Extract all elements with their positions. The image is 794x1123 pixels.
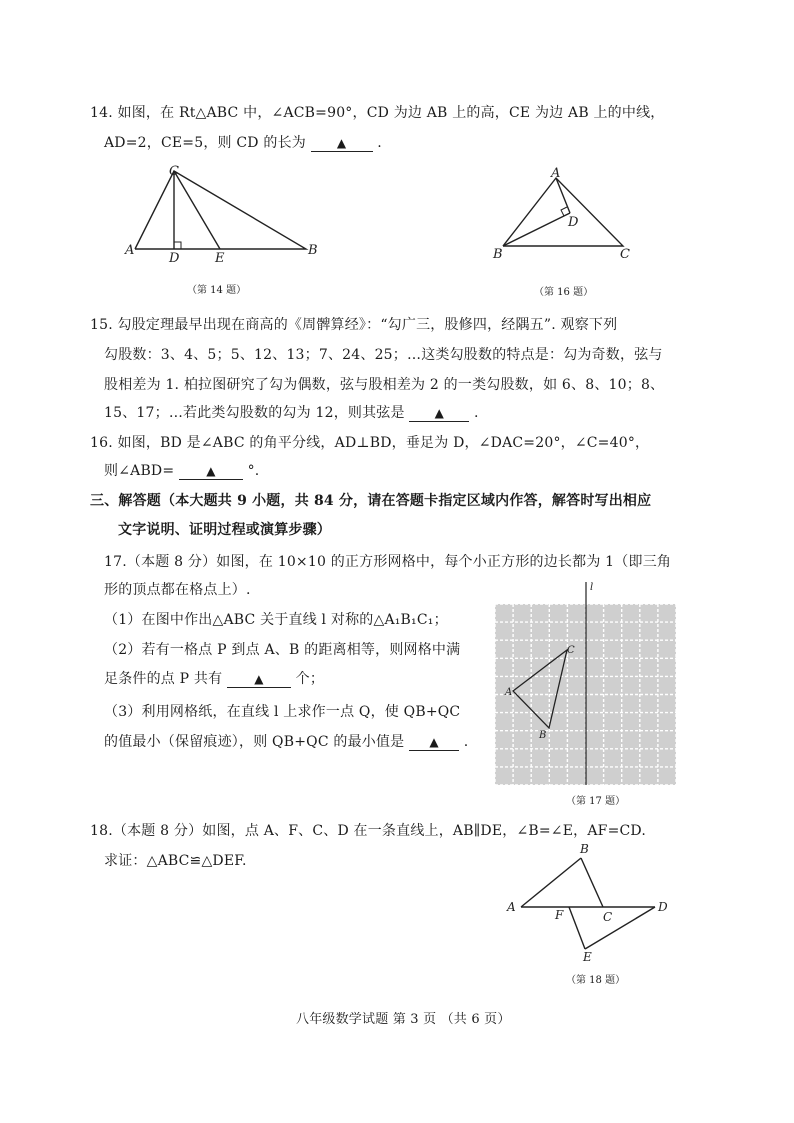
q15-answer-blank: ▲ — [409, 406, 469, 422]
q14-median-ce — [174, 171, 220, 249]
q15-line4-end: . — [474, 405, 479, 421]
q14-line2-text: AD=2，CE=5，则 CD 的长为 — [104, 135, 306, 151]
q17-line2: 形的顶点都在格点上）. — [104, 582, 251, 598]
q14-label-d: D — [169, 251, 180, 266]
q16-label-c: C — [620, 247, 630, 262]
page-footer: 八年级数学试题 第 3 页 （共 6 页） — [296, 1012, 511, 1027]
q17-part3-text: 的值最小（保留痕迹），则 QB+QC 的最小值是 — [104, 734, 405, 750]
q17-part2-end: 个； — [295, 671, 325, 687]
q17-label-b: B — [539, 730, 547, 741]
q16-figure — [490, 166, 650, 266]
q18-label-a: A — [507, 900, 516, 914]
q18-line2: 求证：△ABC≌△DEF. — [104, 853, 247, 869]
q16-answer-blank: ▲ — [179, 464, 243, 480]
q17-part3-answer-blank: ▲ — [409, 735, 459, 751]
q14-figure — [125, 162, 325, 266]
q17-label-a: A — [505, 687, 513, 698]
q18-segment-ef — [569, 907, 585, 949]
q18-label-e: E — [583, 950, 592, 964]
q17-part2-line1: （2）若有一格点 P 到点 A、B 的距离相等，则网格中满 — [104, 642, 461, 658]
q14-triangle-abc — [135, 171, 306, 249]
q15-line4-text: 15、17；…若此类勾股数的勾为 12，则其弦是 — [104, 405, 405, 421]
q14-line1: 14. 如图，在 Rt△ABC 中，∠ACB=90°，CD 为边 AB 上的高，CE 为边 AB 上的中线， — [90, 105, 665, 121]
q17-part3-end: . — [463, 734, 469, 750]
section3-heading-line2: 文字说明、证明过程或演算步骤） — [118, 522, 331, 538]
q18-segment-ab — [521, 858, 581, 907]
q14-label-a: A — [125, 243, 135, 258]
q18-label-d: D — [658, 900, 668, 914]
q17-line1: 17.（本题 8 分）如图，在 10×10 的正方形网格中，每个小正方形的边长都为 1（即三角 — [104, 554, 672, 570]
q17-part2-text: 足条件的点 P 共有 — [104, 671, 223, 687]
q18-segment-bc — [581, 858, 603, 907]
section3-heading-line1: 三、解答题（本大题共 9 小题，共 84 分，请在答题卡指定区域内作答，解答时写出相应 — [90, 493, 652, 509]
q16-line2-text: 则∠ABD= — [104, 463, 175, 479]
q18-label-b: B — [580, 842, 589, 856]
q14-right-angle-mark — [174, 242, 181, 249]
q14-answer-blank: ▲ — [311, 136, 373, 152]
q16-line1: 16. 如图，BD 是∠ABC 的角平分线，AD⊥BD，垂足为 D，∠DAC=20°，∠C=40°， — [90, 435, 650, 451]
q15-line4 — [104, 404, 479, 422]
q17-part1: （1）在图中作出△ABC 关于直线 l 对称的△A₁B₁C₁； — [104, 612, 448, 628]
q15-line1: 15. 勾股定理最早出现在商高的《周髀算经》：“勾广三，股修四，经隅五”. 观察下列 — [90, 317, 618, 333]
q17-figure — [493, 580, 683, 790]
q18-figure-caption: （第 18 题） — [566, 975, 626, 986]
q14-label-b: B — [308, 243, 318, 258]
q17-part3-line2 — [104, 733, 468, 751]
q18-label-f: F — [555, 908, 564, 922]
q17-label-l: l — [590, 582, 594, 593]
q14-figure-caption: （第 14 题） — [187, 285, 247, 296]
q17-figure-caption: （第 17 题） — [566, 796, 626, 807]
q16-label-a: A — [551, 166, 561, 181]
q15-line3: 股相差为 1. 柏拉图研究了勾为偶数，弦与股相差为 2 的一类勾股数，如 6、8、10；8、 — [104, 377, 665, 393]
q15-line2: 勾股数：3、4、5；5、12、13；7、24、25；…这类勾股数的特点是：勾为奇数，弦与 — [104, 347, 663, 363]
q17-part3-line1: （3）利用网格纸，在直线 l 上求作一点 Q，使 QB+QC — [104, 704, 461, 720]
q18-label-c: C — [603, 910, 613, 924]
q16-bisector-bd — [503, 213, 570, 246]
q17-label-c: C — [567, 645, 575, 656]
q16-segment-ad — [556, 178, 570, 213]
q17-part2-line2 — [104, 670, 324, 688]
q14-label-c: C — [169, 164, 179, 179]
q18-figure — [505, 840, 695, 964]
q16-label-d: D — [568, 215, 579, 230]
q16-triangle-abc — [503, 178, 623, 246]
q14-line2 — [104, 134, 382, 152]
q17-part2-answer-blank: ▲ — [227, 672, 291, 688]
q14-label-e: E — [215, 251, 225, 266]
q18-segment-de — [585, 907, 655, 949]
q16-label-b: B — [493, 247, 503, 262]
q16-figure-caption: （第 16 题） — [534, 287, 594, 298]
q14-line2-end: . — [377, 135, 382, 151]
q18-line1: 18.（本题 8 分）如图，点 A、F、C、D 在一条直线上，AB∥DE，∠B=∠E，AF=CD. — [90, 823, 646, 839]
q16-line2 — [104, 462, 259, 480]
q16-line2-end: °. — [247, 463, 260, 479]
